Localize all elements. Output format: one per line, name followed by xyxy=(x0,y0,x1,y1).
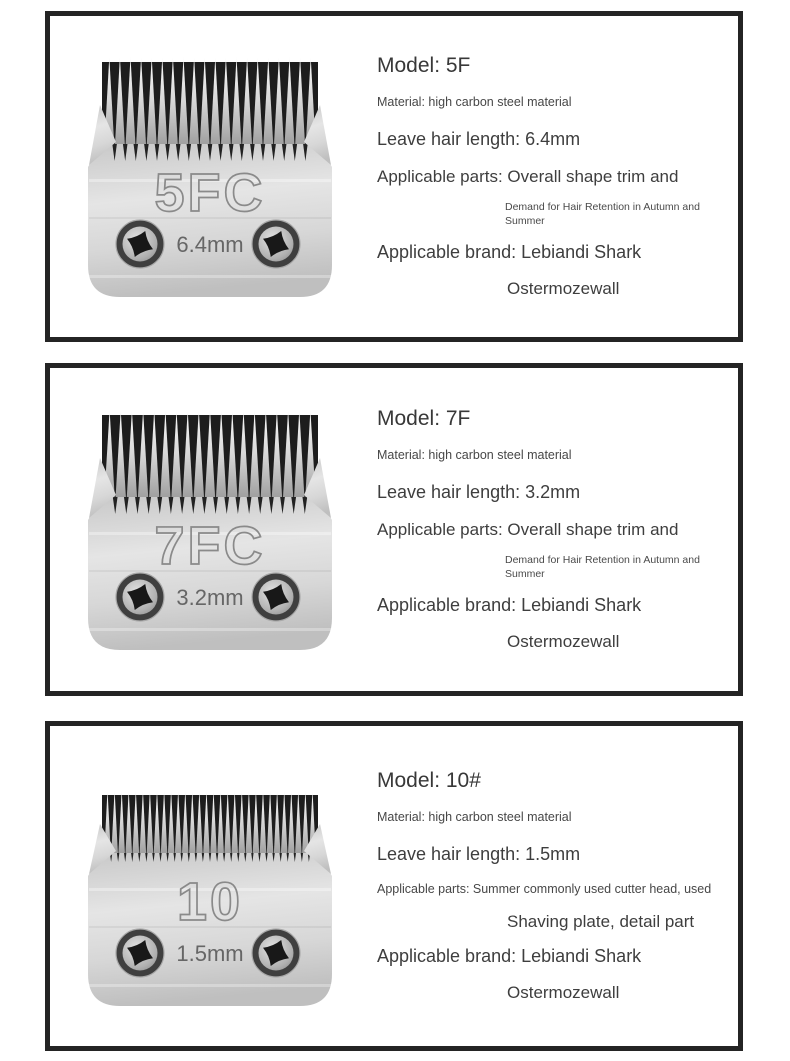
brand-line-2: Ostermozewall xyxy=(507,982,620,1002)
hair-length-line: Leave hair length: 3.2mm xyxy=(377,481,581,502)
blade-engraving: 10 xyxy=(176,872,244,932)
brand-line-2: Ostermozewall xyxy=(507,279,620,299)
phillips-screw-icon xyxy=(116,929,164,977)
clipper-blade-photo xyxy=(60,756,360,1016)
product-specs xyxy=(360,769,738,1002)
clipper-blade-10-graphic xyxy=(60,756,360,1016)
blade-engraving: 7FC xyxy=(154,515,266,576)
clipper-blade-photo xyxy=(60,400,360,660)
phillips-screw-icon xyxy=(252,573,300,621)
applicable-brand-line: Applicable brand: Lebiandi Shark xyxy=(377,595,642,616)
phillips-screw-icon xyxy=(252,929,300,977)
hair-length-line: Leave hair length: 6.4mm xyxy=(377,128,581,149)
phillips-screw-icon xyxy=(116,220,164,268)
blade-engraving: 5FC xyxy=(154,162,266,223)
clipper-blade-photo xyxy=(60,47,360,307)
material-line: Material: high carbon steel material xyxy=(377,447,572,462)
product-card-10 xyxy=(45,721,743,1051)
product-specs xyxy=(360,407,738,652)
blade-size-engraving: 6.4mm xyxy=(176,231,244,257)
blade-size-engraving: 3.2mm xyxy=(176,584,244,610)
applicable-parts-line: Applicable parts: Overall shape trim and xyxy=(377,519,679,539)
clipper-blade-5fc-graphic xyxy=(60,47,360,307)
material-line: Material: high carbon steel material xyxy=(377,94,572,109)
applicable-brand-line: Applicable brand: Lebiandi Shark xyxy=(377,242,642,263)
parts-note: Demand for Hair Retention in Autumn and Summer xyxy=(505,553,700,580)
applicable-parts-line: Applicable parts: Overall shape trim and xyxy=(377,166,679,186)
hair-length-line: Leave hair length: 1.5mm xyxy=(377,844,581,865)
parts-note: Shaving plate, detail part xyxy=(507,912,695,932)
model-line: Model: 5F xyxy=(377,53,471,77)
applicable-brand-line: Applicable brand: Lebiandi Shark xyxy=(377,945,642,966)
model-line: Model: 10# xyxy=(377,769,481,793)
product-specs xyxy=(360,54,738,299)
product-card-5f xyxy=(45,11,743,342)
model-line: Model: 7F xyxy=(377,406,471,430)
brand-line-2: Ostermozewall xyxy=(507,632,620,652)
blade-size-engraving: 1.5mm xyxy=(176,941,244,966)
material-line: Material: high carbon steel material xyxy=(377,810,572,825)
parts-note: Demand for Hair Retention in Autumn and Summer xyxy=(505,200,700,227)
product-card-7f xyxy=(45,363,743,696)
phillips-screw-icon xyxy=(116,573,164,621)
applicable-parts-line: Applicable parts: Summer commonly used cutter head, used xyxy=(377,882,712,897)
phillips-screw-icon xyxy=(252,220,300,268)
clipper-blade-7fc-graphic xyxy=(60,400,360,660)
